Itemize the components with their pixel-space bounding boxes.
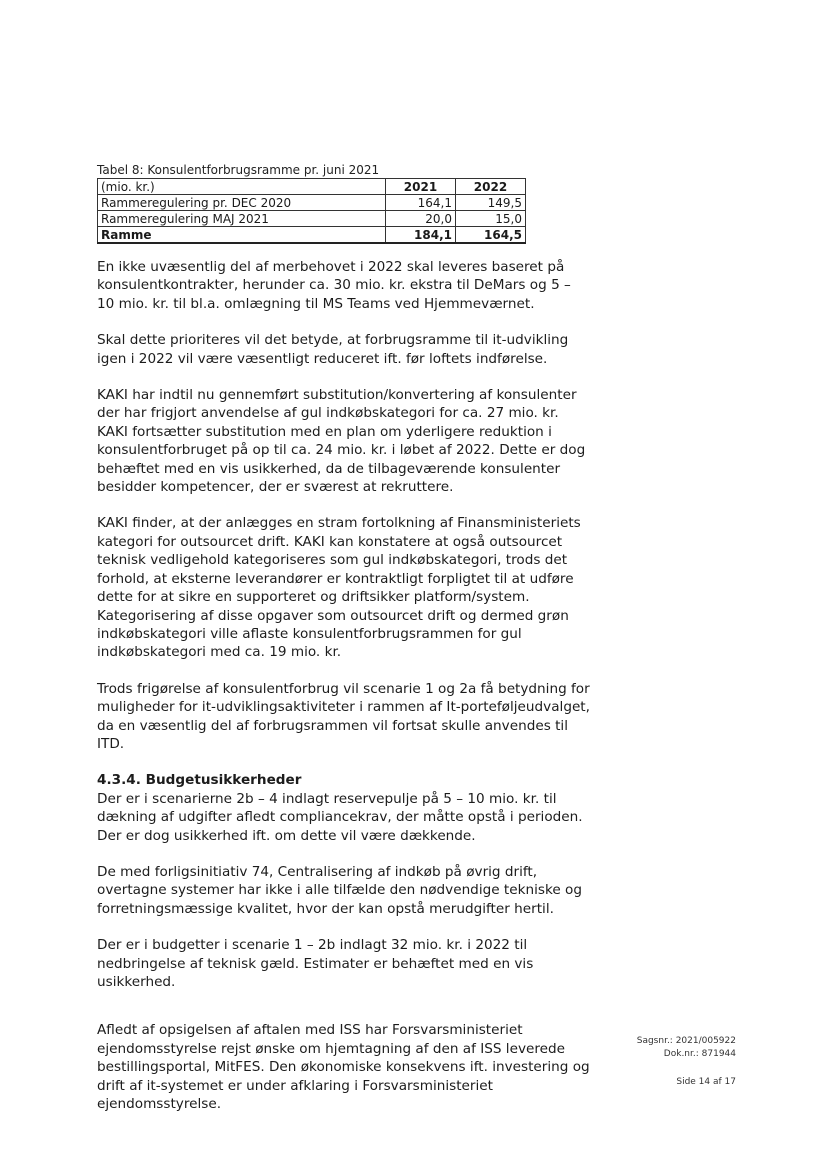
paragraph: KAKI finder, at der anlægges en stram fortolkning af Finansministeriets kategori for outsourcet drift. KAKI kan konstatere at også outsourcet teknisk vedligehold kategoriseres som gul indkøbskategori, trods det forhold, at eksterne leverandører er kontraktligt forpligtet til at udføre dette for at sikre en supporteret og driftsikker platform/system. Kategorisering af disse opgaver som outsourcet drift og dermed grøn indkøbskategori ville aflaste konsulentforbrugsrammen for gul indkøbskategori med ca. 19 mio. kr. [97, 515, 581, 661]
paragraph: Der er i budgetter i scenarie 1 – 2b indlagt 32 mio. kr. i 2022 til nedbringelse af teknisk gæld. Estimater er behæftet med en vis usikkerhed. [97, 937, 534, 990]
paragraph: Skal dette prioriteres vil det betyde, at forbrugsramme til it-udvikling igen i 2022 vil være væsentligt reduceret ift. før loftets indførelse. [97, 332, 569, 367]
paragraph: Der er i scenarierne 2b – 4 indlagt reservepulje på 5 – 10 mio. kr. til dækning af udgifter afledt compliancekrav, der måtte opstå i perioden. Der er dog usikkerhed ift. om dette vil være dækkende. [97, 790, 583, 844]
table-header-row [98, 179, 526, 195]
row-value-2022: 149,5 [456, 195, 526, 211]
header-unit: (mio. kr.) [98, 179, 386, 195]
table-caption: Tabel 8: Konsulentforbrugsramme pr. juni 2021 [97, 163, 380, 177]
row-value-2022: 15,0 [456, 211, 526, 227]
row-label: Rammeregulering pr. DEC 2020 [98, 195, 386, 211]
total-value-2021: 184,1 [386, 227, 456, 244]
table-row [98, 195, 526, 211]
section-heading: 4.3.4. Budgetusikkerheder [97, 772, 302, 789]
row-label: Rammeregulering MAJ 2021 [98, 211, 386, 227]
budget-table [97, 178, 526, 244]
paragraph: De med forligsinitiativ 74, Centralisering af indkøb på øvrig drift, overtagne systemer har ikke i alle tilfælde den nødvendige tekniske og forretningsmæssige kvalitet, hvor der kan opstå merudgifter hertil. [97, 863, 582, 917]
case-number: Sagsnr.: 2021/005922 [636, 1036, 736, 1046]
paragraph: KAKI har indtil nu gennemført substitution/konvertering af konsulenter der har frigjort anvendelse af gul indkøbskategori for ca. 27 mio. kr. KAKI fortsætter substitution med en plan om yderligere reduktion i konsulentforbruget på op til ca. 24 mio. kr. i løbet af 2022. Dette er dog behæftet med en vis usikkerhed, da de tilbageværende konsulenter besidder kompetencer, der er sværest at rekruttere. [97, 387, 586, 496]
paragraph: Afledt af opsigelsen af aftalen med ISS har Forsvarsministeriet ejendomsstyrelse rejst ønske om hjemtagning af den af ISS leverede bestillingsportal, MitFES. Den økonomiske konsekvens ift. investering og drift af it-systemet er under afklaring i Forsvarsministeriet ejendomsstyrelse. [97, 1022, 590, 1113]
row-value-2021: 20,0 [386, 211, 456, 227]
total-label: Ramme [98, 227, 386, 244]
page-number: Side 14 af 17 [676, 1077, 736, 1087]
document-number: Dok.nr.: 871944 [663, 1049, 736, 1059]
total-value-2022: 164,5 [456, 227, 526, 244]
table-total-row [98, 227, 526, 244]
paragraph: Trods frigørelse af konsulentforbrug vil scenarie 1 og 2a få betydning for muligheder for it-udviklingsaktiviteter i rammen af It-porteføljeudvalget, da en væsentlig del af forbrugsrammen vil fortsat skulle anvendes til ITD. [97, 680, 590, 752]
header-2021: 2021 [386, 179, 456, 195]
body-text [97, 258, 592, 1131]
row-value-2021: 164,1 [386, 195, 456, 211]
paragraph: En ikke uvæsentlig del af merbehovet i 2022 skal leveres baseret på konsulentkontrakter, herunder ca. 30 mio. kr. ekstra til DeMars og 5 – 10 mio. kr. til bl.a. omlægning til MS Teams ved Hjemmeværnet. [97, 259, 571, 312]
table-row [98, 211, 526, 227]
document-reference [637, 1035, 736, 1061]
header-2022: 2022 [456, 179, 526, 195]
